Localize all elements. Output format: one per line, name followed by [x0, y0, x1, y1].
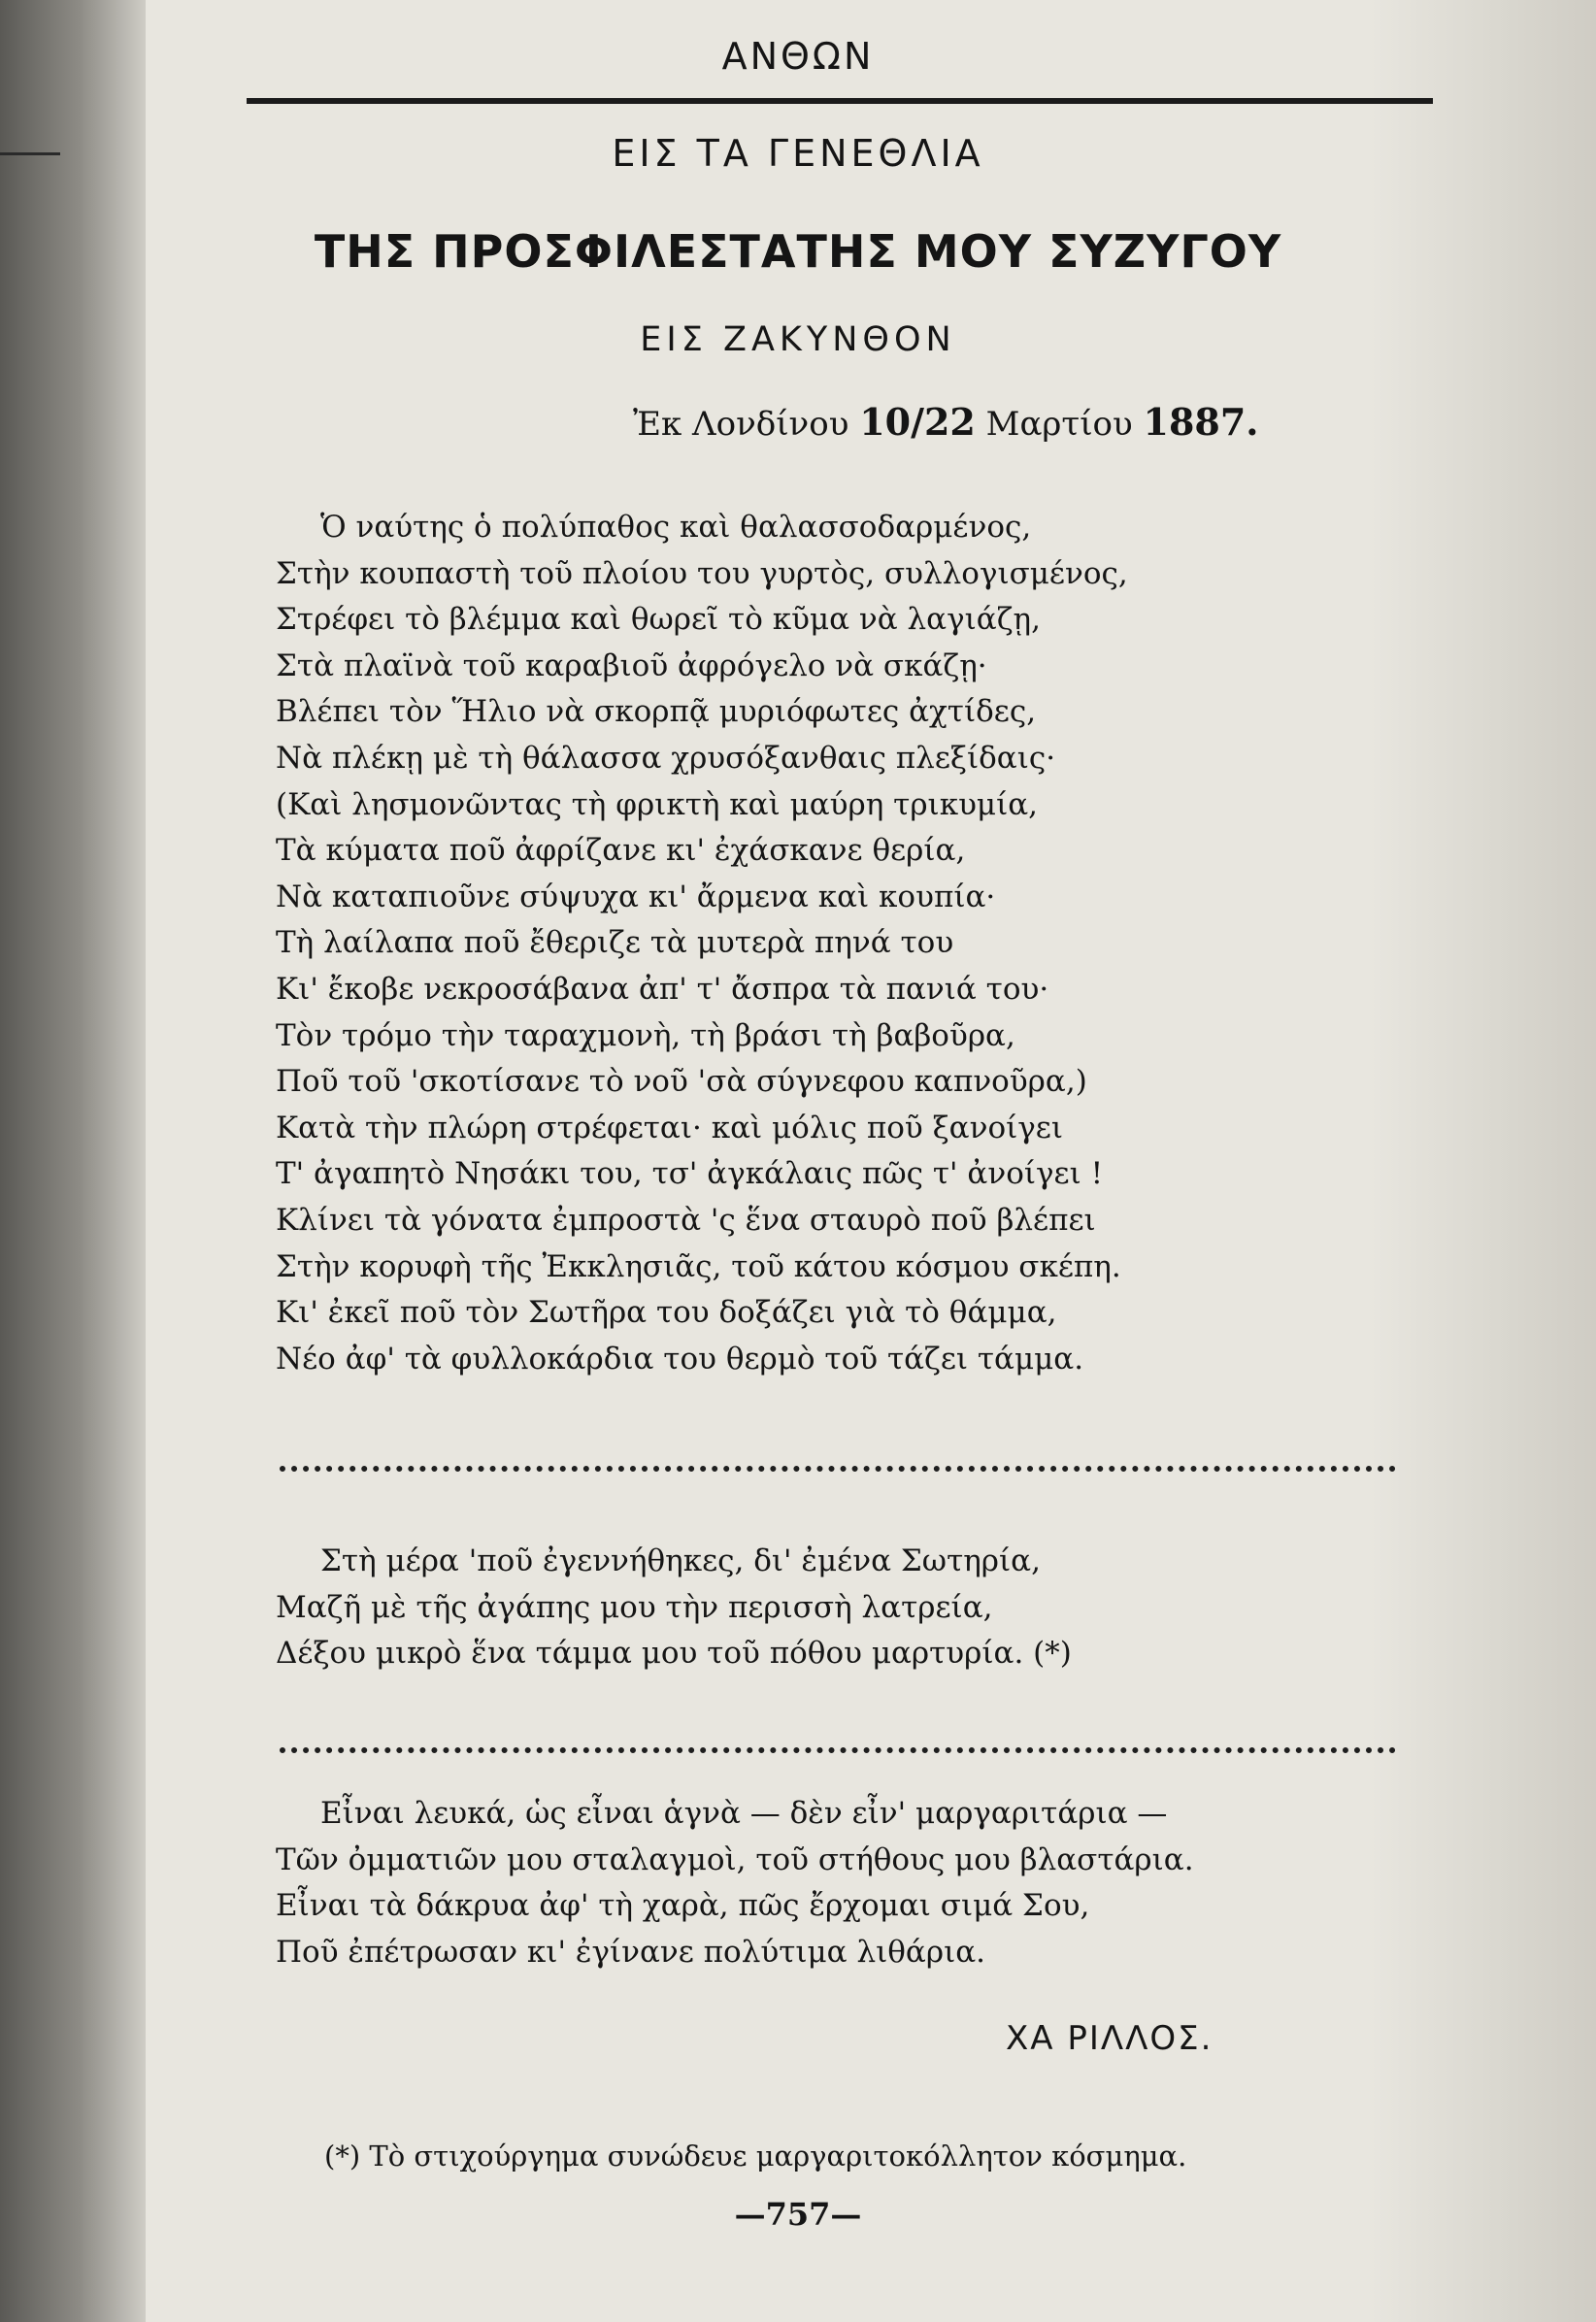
- verse-line: Νὰ πλέκῃ μὲ τὴ θάλασσα χρυσόξανθαις πλεξίδαις·: [276, 740, 1056, 776]
- header-rule: [247, 98, 1433, 104]
- verse-line: Τ' ἀγαπητὸ Νησάκι του, τσ' ἀγκάλαις πῶς τ' ἀνοίγει !: [276, 1156, 1104, 1192]
- verse-line: Τῶν ὀμματιῶν μου σταλαγμοὶ, τοῦ στήθους μου βλαστάρια.: [276, 1841, 1194, 1877]
- running-header: ΑΝΘΩΝ: [721, 35, 875, 78]
- verse-line: Τὸν τρόμο τὴν ταραχμονὴ, τὴ βράσι τὴ βαβοῦρα,: [276, 1017, 1015, 1053]
- footnote: (*) Τὸ στιχούργημα συνώδευε μαργαριτοκόλλητον κόσμημα.: [324, 2140, 1187, 2173]
- dateline-prefix: Ἐκ Λονδίνου: [633, 405, 849, 444]
- verse-line: Κι' ἐκεῖ ποῦ τὸν Σωτῆρα του δοξάζει γιὰ τὸ θάμμα,: [276, 1295, 1057, 1331]
- verse-line: Κι' ἔκοβε νεκροσάβανα ἀπ' τ' ἄσπρα τὰ πανιά του·: [276, 971, 1049, 1007]
- verse-line: Βλέπει τὸν Ἥλιο νὰ σκορπᾷ μυριόφωτες ἀχτίδες,: [276, 694, 1037, 730]
- verse-line: Ποῦ τοῦ 'σκοτίσανε τὸ νοῦ 'σὰ σύγνεφου καπνοῦρα,): [276, 1064, 1087, 1100]
- verse-line: Ποῦ ἐπέτρωσαν κι' ἐγίνανε πολύτιμα λιθάρια.: [276, 1934, 986, 1970]
- verse-line: Κλίνει τὰ γόνατα ἐμπροστὰ 'ς ἕνα σταυρὸ ποῦ βλέπει: [276, 1202, 1096, 1238]
- verse-line: Στρέφει τὸ βλέμμα καὶ θωρεῖ τὸ κῦμα νὰ λαγιάζῃ,: [276, 602, 1041, 638]
- verse-line: Στὴν κουπαστὴ τοῦ πλοίου του γυρτὸς, συλλογισμένος,: [276, 555, 1128, 591]
- dateline-date: 10/22: [859, 400, 976, 444]
- author-signature: ΧΑ ΡΙΛΛΟΣ.: [1006, 2019, 1214, 2058]
- verse-line: Ὁ ναύτης ὁ πολύπαθος καὶ θαλασσοδαρμένος,: [320, 510, 1032, 545]
- dateline-year: 1887.: [1143, 400, 1259, 444]
- verse-line: Στὴ μέρα 'ποῦ ἐγεννήθηκες, δι' ἐμένα Σωτηρία,: [320, 1543, 1041, 1578]
- verse-line: Τὴ λαίλαπα ποῦ ἔθεριζε τὰ μυτερὰ πηνά του: [276, 925, 954, 961]
- verse-line: Νὰ καταπιοῦνε σύψυχα κι' ἄρμενα καὶ κουπία·: [276, 879, 996, 914]
- verse-line: Νέο ἀφ' τὰ φυλλοκάρδια του θερμὸ τοῦ τάζει τάμμα.: [276, 1341, 1084, 1377]
- stanza-3: [276, 1791, 1324, 1975]
- page-number: —757—: [734, 2196, 862, 2233]
- verse-line: Εἶναι τὰ δάκρυα ἀφ' τὴ χαρὰ, πῶς ἔρχομαι σιμά Σου,: [276, 1888, 1090, 1924]
- verse-line: Στὰ πλαϊνὰ τοῦ καραβιοῦ ἀφρόγελο νὰ σκάζῃ·: [276, 647, 987, 683]
- verse-line: Τὰ κύματα ποῦ ἀφρίζανε κι' ἐχάσκανε θερία,: [276, 833, 966, 869]
- dotted-separator: [280, 1466, 1396, 1472]
- dateline-month: Μαρτίου: [985, 405, 1133, 444]
- title-line-1: ΕΙΣ ΤΑ ΓΕΝΕΘΛΙΑ: [612, 132, 984, 175]
- stanza-1: [276, 505, 1324, 1382]
- title-line-2: ΤΗΣ ΠΡΟΣΦΙΛΕΣΤΑΤΗΣ ΜΟΥ ΣΥΖΥΓΟΥ: [314, 225, 1282, 278]
- verse-line: (Καὶ λησμονῶντας τὴ φρικτὴ καὶ μαύρη τρικυμία,: [276, 786, 1039, 822]
- verse-line: Κατὰ τὴν πλώρη στρέφεται· καὶ μόλις ποῦ ξανοίγει: [276, 1110, 1064, 1145]
- title-line-3: ΕΙΣ ΖΑΚΥΝΘΟΝ: [640, 320, 956, 359]
- dotted-separator: [280, 1747, 1396, 1753]
- verse-line: Εἶναι λευκά, ὡς εἶναι ἁγνὰ — δὲν εἶν' μαργαριτάρια —: [320, 1796, 1168, 1831]
- stanza-2: [276, 1539, 1324, 1677]
- verse-line: Μαζῆ μὲ τῆς ἀγάπης μου τὴν περισσὴ λατρεία,: [276, 1589, 993, 1625]
- dateline: [633, 400, 1259, 444]
- verse-line: Δέξου μικρὸ ἕνα τάμμα μου τοῦ πόθου μαρτυρία. (*): [276, 1636, 1072, 1672]
- verse-line: Στὴν κορυφὴ τῆς Ἐκκλησιᾶς, τοῦ κάτου κόσμου σκέπη.: [276, 1248, 1121, 1284]
